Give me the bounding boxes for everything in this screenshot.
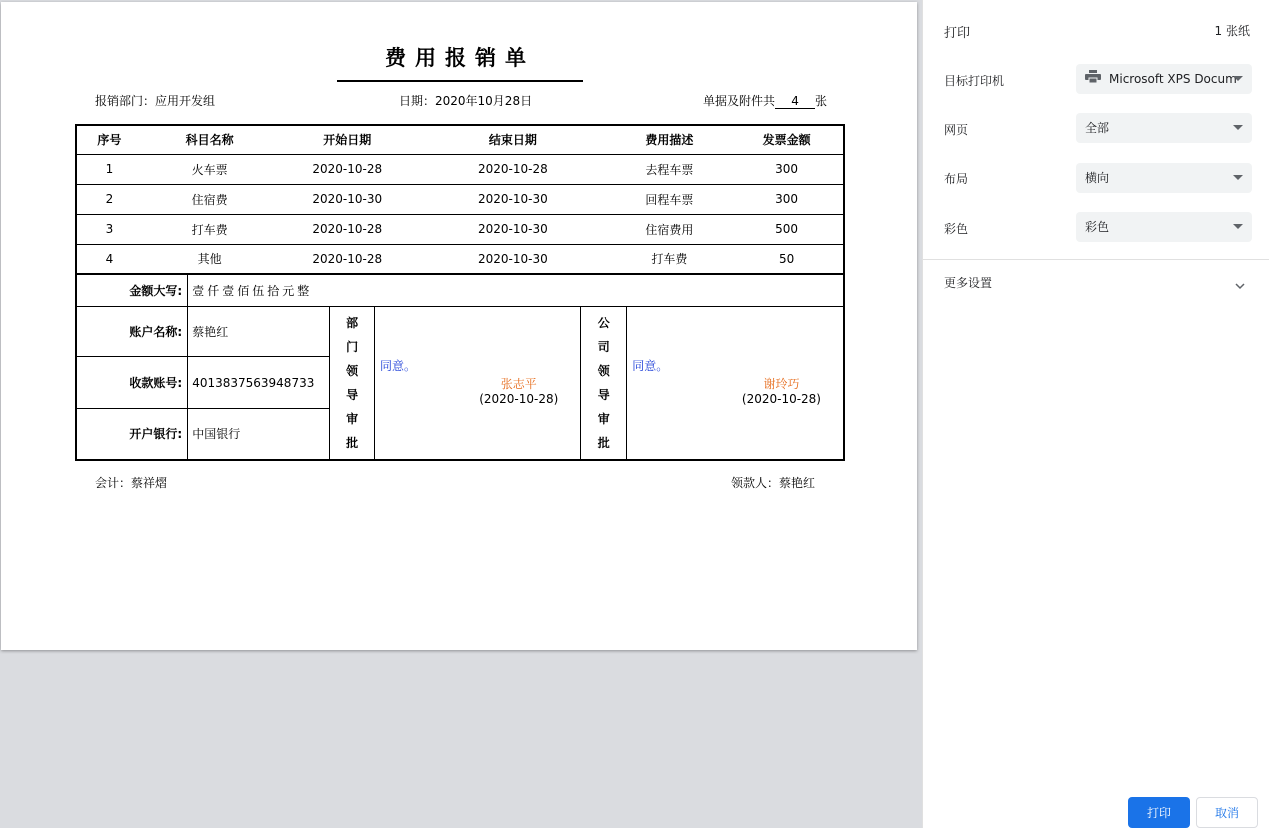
dept-approval-heading: 部 门 领 导 审 批	[330, 307, 375, 460]
preview-page	[1, 2, 917, 650]
print-button[interactable]: 打印	[1128, 797, 1190, 828]
cell-end: 2020-10-28	[417, 154, 609, 184]
attachment-suffix: 张	[815, 94, 828, 108]
printer-select[interactable]	[1076, 64, 1252, 94]
cell-start: 2020-10-28	[277, 214, 417, 244]
attachment-text	[703, 92, 827, 109]
printer-label: 目标打印机	[944, 74, 1005, 88]
pages-value: 全部	[1085, 121, 1110, 135]
header-cell: 结束日期	[417, 125, 609, 154]
dept-approver: 张志平	[500, 377, 537, 391]
date-text: 日期：2020年10月28日	[399, 94, 533, 108]
printer-icon	[1085, 65, 1101, 95]
cell-start: 2020-10-28	[277, 244, 417, 274]
company-approval-date: (2020-10-28)	[741, 392, 821, 406]
cell-desc: 去程车票	[609, 154, 731, 184]
cell-desc: 住宿费用	[609, 214, 731, 244]
layout-select[interactable]	[1076, 163, 1252, 193]
department-text: 报销部门：应用开发组	[95, 94, 216, 108]
cell-item: 住宿费	[142, 184, 278, 214]
account-name-value: 蔡艳红	[188, 307, 330, 357]
company-approver-block	[742, 375, 821, 406]
cell-no: 4	[76, 244, 142, 274]
cell-desc: 打车费	[609, 244, 731, 274]
header-cell: 序号	[76, 125, 142, 154]
cell-amount: 50	[730, 244, 844, 274]
dropdown-arrow-icon	[1233, 224, 1243, 229]
payment-approval-table	[75, 274, 845, 461]
color-value: 彩色	[1085, 220, 1110, 234]
bank-label: 开户银行:	[76, 409, 188, 460]
cell-start: 2020-10-28	[277, 154, 417, 184]
document-title: 费用报销单	[337, 42, 583, 82]
pages-select[interactable]	[1076, 113, 1252, 143]
dropdown-arrow-icon	[1233, 175, 1243, 180]
amount-upper-value: 壹仟壹佰伍拾元整	[188, 275, 844, 307]
expense-table	[75, 124, 845, 275]
header-cell: 开始日期	[277, 125, 417, 154]
account-no-label: 收款账号:	[76, 357, 188, 409]
dropdown-arrow-icon	[1233, 76, 1243, 81]
printer-value: Microsoft XPS Docum	[1109, 72, 1237, 86]
dropdown-arrow-icon	[1233, 125, 1243, 130]
cell-amount: 500	[730, 214, 844, 244]
cell-no: 2	[76, 184, 142, 214]
cell-desc: 回程车票	[609, 184, 731, 214]
panel-title: 打印	[944, 26, 971, 41]
attachment-count: 4	[775, 95, 815, 109]
layout-value: 横向	[1085, 171, 1110, 185]
print-settings-panel	[922, 0, 1269, 828]
dept-approver-block	[479, 375, 558, 406]
cell-amount: 300	[730, 184, 844, 214]
cell-amount: 300	[730, 154, 844, 184]
cell-start: 2020-10-30	[277, 184, 417, 214]
table-row	[76, 244, 844, 274]
cell-end: 2020-10-30	[417, 244, 609, 274]
cell-item: 火车票	[142, 154, 278, 184]
pages-label: 网页	[944, 123, 969, 137]
cell-item: 打车费	[142, 214, 278, 244]
amount-upper-label: 金额大写:	[76, 275, 188, 307]
dept-approval-date: (2020-10-28)	[479, 392, 559, 406]
header-cell: 费用描述	[609, 125, 731, 154]
dept-approval-text: 同意。	[380, 359, 417, 373]
more-settings-toggle[interactable]: 更多设置	[944, 276, 993, 290]
divider	[923, 259, 1269, 260]
layout-label: 布局	[944, 172, 969, 186]
bank-value: 中国银行	[188, 409, 330, 460]
account-name-label: 账户名称:	[76, 307, 188, 357]
company-approval-cell	[627, 307, 844, 460]
cell-end: 2020-10-30	[417, 214, 609, 244]
attachment-prefix: 单据及附件共	[703, 94, 776, 108]
cell-no: 3	[76, 214, 142, 244]
accountant-text: 会计：蔡祥熠	[95, 476, 168, 490]
receiver-text: 领款人：蔡艳红	[731, 476, 816, 490]
cell-end: 2020-10-30	[417, 184, 609, 214]
cancel-button[interactable]: 取消	[1196, 797, 1258, 828]
company-approval-text: 同意。	[632, 359, 669, 373]
cell-no: 1	[76, 154, 142, 184]
cell-item: 其他	[142, 244, 278, 274]
table-row	[76, 184, 844, 214]
color-label: 彩色	[944, 222, 969, 236]
table-row	[76, 214, 844, 244]
table-row	[76, 154, 844, 184]
amount-upper-row	[76, 275, 844, 307]
account-name-row	[76, 307, 844, 357]
dept-approval-cell	[375, 307, 581, 460]
sheet-count: 1 张纸	[1214, 24, 1250, 38]
company-approval-heading: 公 司 领 导 审 批	[581, 307, 627, 460]
color-select[interactable]	[1076, 212, 1252, 242]
chevron-down-icon[interactable]	[1235, 275, 1245, 294]
company-approver: 谢玲巧	[763, 377, 800, 391]
header-cell: 发票金额	[730, 125, 844, 154]
account-no-value: 4013837563948733	[188, 357, 330, 409]
table-header-row	[76, 125, 844, 154]
header-cell: 科目名称	[142, 125, 278, 154]
